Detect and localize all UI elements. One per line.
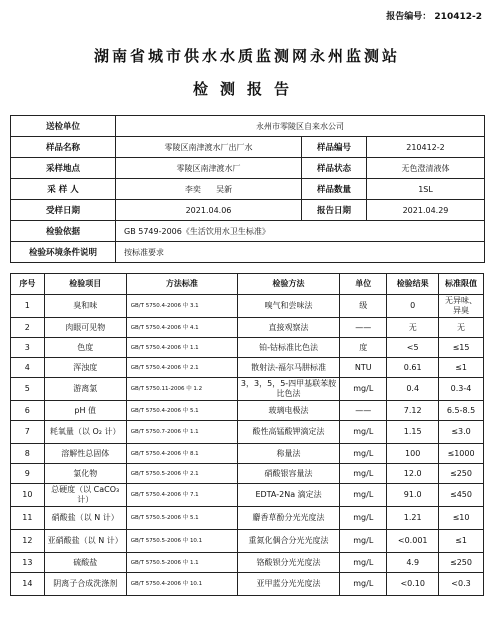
row-method: 玻璃电极法 <box>237 401 339 421</box>
client-label: 送检单位 <box>11 116 116 137</box>
sample-name-label: 样品名称 <box>11 137 116 158</box>
client-value: 永州市零陵区自来水公司 <box>116 116 485 137</box>
report-date-value: 2021.04.29 <box>367 200 485 221</box>
row-unit: mg/L <box>340 378 387 401</box>
row-limit: ≤3.0 <box>439 421 484 444</box>
recv-date-value: 2021.04.06 <box>116 200 302 221</box>
row-std: GB/T 5750.4-2006 中 10.1 <box>126 573 237 596</box>
row-limit: ≤250 <box>439 553 484 573</box>
col-result-header: 检验结果 <box>387 274 439 295</box>
sampler-label: 采 样 人 <box>11 179 116 200</box>
sample-name-value: 零陵区南津渡水厂出厂水 <box>116 137 302 158</box>
row-method: EDTA-2Na 滴定法 <box>237 484 339 507</box>
table-row <box>11 464 484 484</box>
table-row <box>11 484 484 507</box>
row-unit: mg/L <box>340 484 387 507</box>
row-item: 色度 <box>44 338 126 358</box>
col-method-header: 检验方法 <box>237 274 339 295</box>
row-no: 2 <box>11 318 45 338</box>
row-no: 8 <box>11 444 45 464</box>
row-method: 3，3，5，5-四甲基联苯胺比色法 <box>237 378 339 401</box>
row-unit: NTU <box>340 358 387 378</box>
row-method: 铂-钴标准比色法 <box>237 338 339 358</box>
sampler-value: 李奕 吴新 <box>116 179 302 200</box>
table-row <box>11 530 484 553</box>
row-unit: —— <box>340 318 387 338</box>
row-method: 重氮化偶合分光光度法 <box>237 530 339 553</box>
site-label: 采样地点 <box>11 158 116 179</box>
results-header-row <box>11 274 484 295</box>
row-std: GB/T 5750.4-2006 中 8.1 <box>126 444 237 464</box>
table-row <box>11 295 484 318</box>
row-result: 4.9 <box>387 553 439 573</box>
table-row <box>11 444 484 464</box>
row-result: 无 <box>387 318 439 338</box>
row-item: 耗氧量（以 O₂ 计） <box>44 421 126 444</box>
row-std: GB/T 5750.4-2006 中 2.1 <box>126 358 237 378</box>
row-std: GB/T 5750.5-2006 中 10.1 <box>126 530 237 553</box>
row-limit: 无异味、异臭 <box>439 295 484 318</box>
col-no-header: 序号 <box>11 274 45 295</box>
row-no: 5 <box>11 378 45 401</box>
row-std: GB/T 5750.4-2006 中 4.1 <box>126 318 237 338</box>
row-method: 麝香草酚分光光度法 <box>237 507 339 530</box>
row-method: 硝酸银容量法 <box>237 464 339 484</box>
table-row <box>11 401 484 421</box>
row-unit: mg/L <box>340 421 387 444</box>
report-title: 湖南省城市供水水质监测网永州监测站 <box>93 47 400 65</box>
results-body <box>11 295 484 596</box>
row-std: GB/T 5750.4-2006 中 1.1 <box>126 338 237 358</box>
row-item: 亚硝酸盐（以 N 计） <box>44 530 126 553</box>
report-subtitle: 检测报告 <box>192 80 301 98</box>
row-item: 肉眼可见物 <box>44 318 126 338</box>
row-unit: 度 <box>340 338 387 358</box>
row-result: 7.12 <box>387 401 439 421</box>
qty-value: 1SL <box>367 179 485 200</box>
row-no: 14 <box>11 573 45 596</box>
row-method: 嗅气和尝味法 <box>237 295 339 318</box>
qty-label: 样品数量 <box>302 179 367 200</box>
row-limit: ≤450 <box>439 484 484 507</box>
table-row <box>11 358 484 378</box>
row-no: 11 <box>11 507 45 530</box>
row-item: 游离氯 <box>44 378 126 401</box>
row-result: 91.0 <box>387 484 439 507</box>
row-limit: ≤1 <box>439 530 484 553</box>
row-item: 臭和味 <box>44 295 126 318</box>
col-limit-header: 标准限值 <box>439 274 484 295</box>
sample-no-label: 样品编号 <box>302 137 367 158</box>
row-unit: mg/L <box>340 573 387 596</box>
sample-no-value: 210412-2 <box>367 137 485 158</box>
sample-info-table <box>10 115 485 263</box>
row-std: GB/T 5750.4-2006 中 5.1 <box>126 401 237 421</box>
row-limit: 无 <box>439 318 484 338</box>
row-item: pH 值 <box>44 401 126 421</box>
row-std: GB/T 5750.7-2006 中 1.1 <box>126 421 237 444</box>
table-row <box>11 338 484 358</box>
row-limit: ≤15 <box>439 338 484 358</box>
row-limit: ≤1 <box>439 358 484 378</box>
row-no: 13 <box>11 553 45 573</box>
row-item: 溶解性总固体 <box>44 444 126 464</box>
row-std: GB/T 5750.4-2006 中 7.1 <box>126 484 237 507</box>
report-date-label: 报告日期 <box>302 200 367 221</box>
row-result: 0.4 <box>387 378 439 401</box>
row-result: <5 <box>387 338 439 358</box>
row-item: 氯化物 <box>44 464 126 484</box>
row-std: GB/T 5750.4-2006 中 3.1 <box>126 295 237 318</box>
row-unit: —— <box>340 401 387 421</box>
row-unit: mg/L <box>340 530 387 553</box>
row-no: 1 <box>11 295 45 318</box>
row-std: GB/T 5750.5-2006 中 1.1 <box>126 553 237 573</box>
table-row <box>11 553 484 573</box>
row-item: 阴离子合成洗涤剂 <box>44 573 126 596</box>
row-limit: ≤1000 <box>439 444 484 464</box>
row-unit: mg/L <box>340 553 387 573</box>
row-limit: 6.5-8.5 <box>439 401 484 421</box>
row-result: <0.001 <box>387 530 439 553</box>
col-item-header: 检验项目 <box>44 274 126 295</box>
table-row <box>11 507 484 530</box>
row-std: GB/T 5750.5-2006 中 2.1 <box>126 464 237 484</box>
state-label: 样品状态 <box>302 158 367 179</box>
row-std: GB/T 5750.11-2006 中 1.2 <box>126 378 237 401</box>
basis-value: GB 5749-2006《生活饮用水卫生标准》 <box>116 221 485 242</box>
row-limit: ≤10 <box>439 507 484 530</box>
table-row <box>11 318 484 338</box>
state-value: 无色澄清液体 <box>367 158 485 179</box>
row-no: 6 <box>11 401 45 421</box>
row-method: 散射法-福尔马肼标准 <box>237 358 339 378</box>
row-limit: <0.3 <box>439 573 484 596</box>
row-no: 7 <box>11 421 45 444</box>
col-std-header: 方法标准 <box>126 274 237 295</box>
row-std: GB/T 5750.5-2006 中 5.1 <box>126 507 237 530</box>
row-item: 浑浊度 <box>44 358 126 378</box>
row-limit: ≤250 <box>439 464 484 484</box>
basis-label: 检验依据 <box>11 221 116 242</box>
row-no: 9 <box>11 464 45 484</box>
row-result: 12.0 <box>387 464 439 484</box>
row-method: 称量法 <box>237 444 339 464</box>
row-result: 1.21 <box>387 507 439 530</box>
row-no: 10 <box>11 484 45 507</box>
table-row <box>11 378 484 401</box>
site-value: 零陵区南津渡水厂 <box>116 158 302 179</box>
recv-date-label: 受样日期 <box>11 200 116 221</box>
row-result: 1.15 <box>387 421 439 444</box>
table-row <box>11 573 484 596</box>
row-no: 3 <box>11 338 45 358</box>
row-no: 12 <box>11 530 45 553</box>
row-unit: 级 <box>340 295 387 318</box>
row-no: 4 <box>11 358 45 378</box>
row-result: <0.10 <box>387 573 439 596</box>
row-result: 0.61 <box>387 358 439 378</box>
env-value: 按标准要求 <box>116 242 485 263</box>
row-result: 100 <box>387 444 439 464</box>
row-limit: 0.3-4 <box>439 378 484 401</box>
row-method: 亚甲蓝分光光度法 <box>237 573 339 596</box>
row-result: 0 <box>387 295 439 318</box>
env-label: 检验环境条件说明 <box>11 242 116 263</box>
report-number: 报告编号： 210412-2 <box>386 12 482 22</box>
row-unit: mg/L <box>340 507 387 530</box>
row-method: 酸性高锰酸钾滴定法 <box>237 421 339 444</box>
row-unit: mg/L <box>340 464 387 484</box>
col-unit-header: 单位 <box>340 274 387 295</box>
row-method: 铬酸钡分光光度法 <box>237 553 339 573</box>
table-row <box>11 421 484 444</box>
row-method: 直接观察法 <box>237 318 339 338</box>
results-table <box>10 273 484 596</box>
row-item: 硫酸盐 <box>44 553 126 573</box>
row-item: 总硬度（以 CaCO₃ 计） <box>44 484 126 507</box>
row-item: 硝酸盐（以 N 计） <box>44 507 126 530</box>
row-unit: mg/L <box>340 444 387 464</box>
